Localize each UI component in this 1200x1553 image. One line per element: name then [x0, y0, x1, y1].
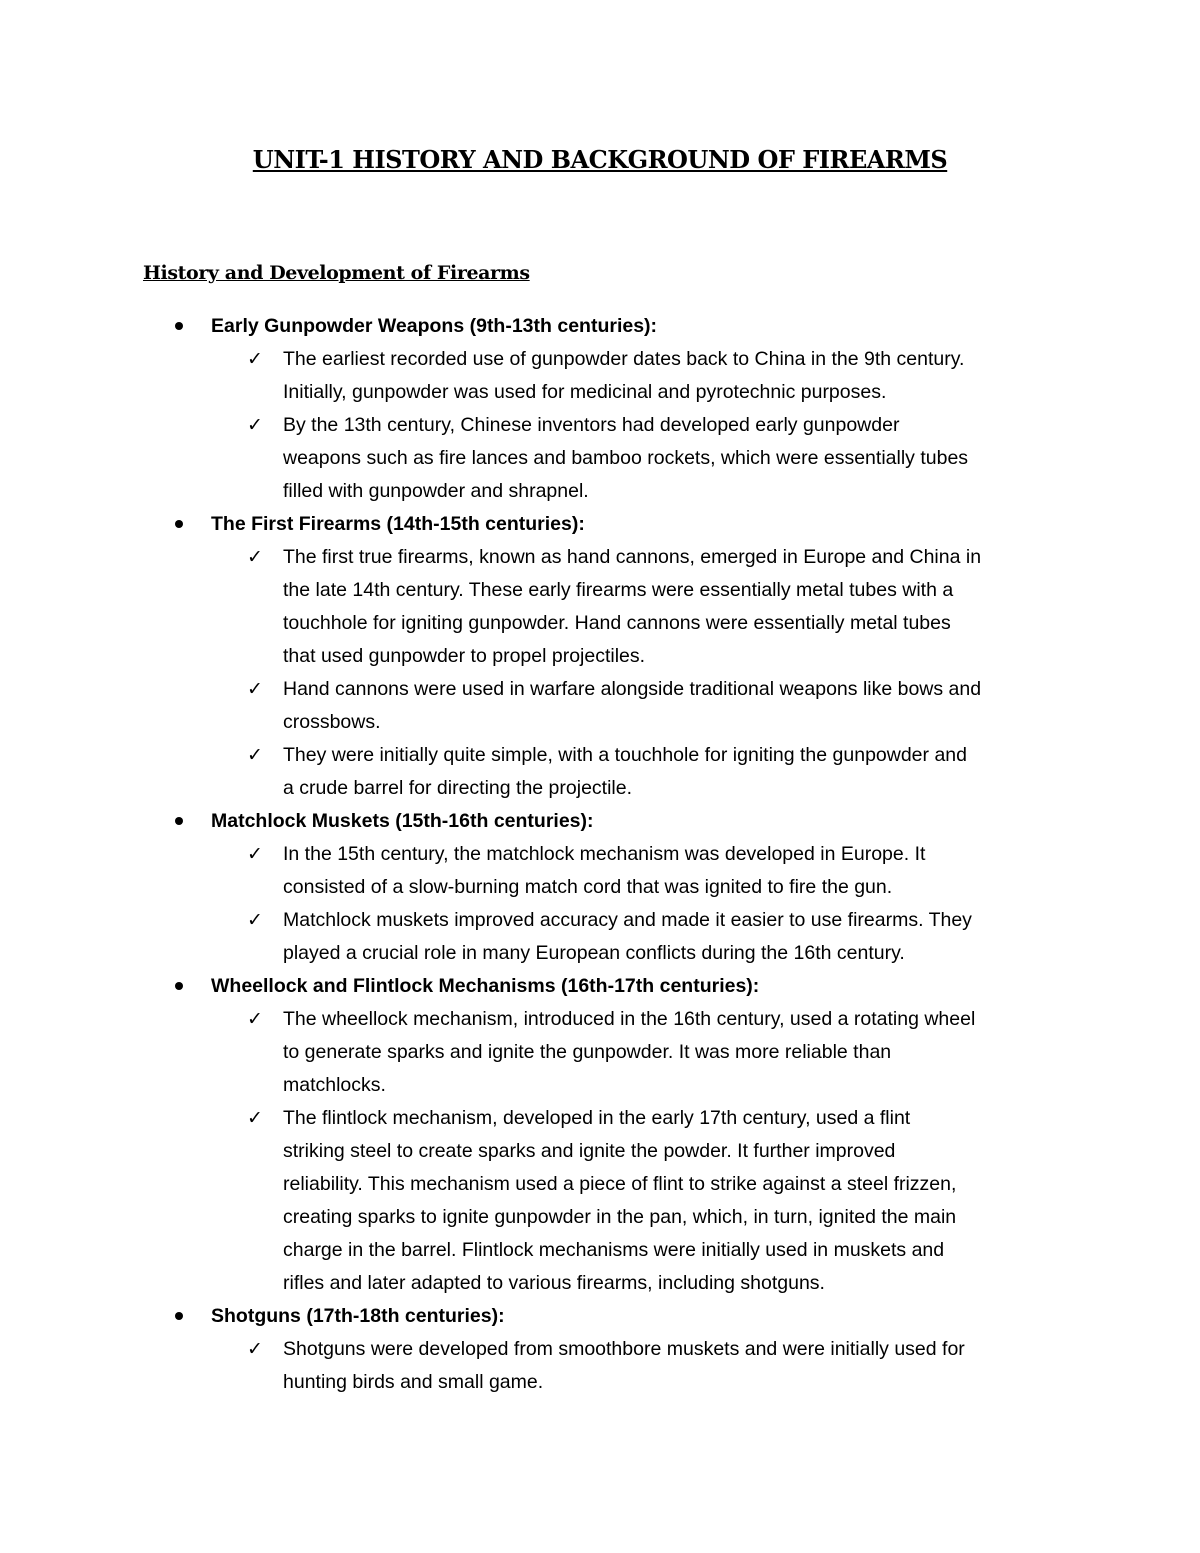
item-line: Initially, gunpowder was used for medicinal and pyrotechnic purposes. [283, 381, 887, 403]
list-item [0, 343, 1063, 409]
item-line: Hand cannons were used in warfare alongside traditional weapons like bows and [283, 678, 982, 700]
list-section [0, 1300, 1200, 1399]
bullet-icon [175, 322, 183, 330]
check-icon: ✓ [247, 909, 263, 931]
item-line: By the 13th century, Chinese inventors had developed early gunpowder [283, 414, 900, 436]
item-line: crossbows. [283, 711, 381, 733]
list-item [0, 838, 1063, 904]
check-icon: ✓ [247, 348, 263, 370]
item-line: touchhole for igniting gunpowder. Hand cannons were essentially metal tubes [283, 612, 951, 634]
item-line: hunting birds and small game. [283, 1371, 544, 1393]
section-heading [0, 805, 1200, 838]
item-line: the late 14th century. These early firearms were essentially metal tubes with a [283, 579, 954, 601]
item-line: charge in the barrel. Flintlock mechanisms were initially used in muskets and [283, 1239, 945, 1261]
item-line: reliability. This mechanism used a piece of flint to strike against a steel frizzen, [283, 1173, 957, 1195]
check-icon: ✓ [247, 843, 263, 865]
item-line: In the 15th century, the matchlock mechanism was developed in Europe. It [283, 843, 926, 865]
section-title: History and Development of Firearms [143, 262, 530, 284]
item-line: The wheellock mechanism, introduced in the 16th century, used a rotating wheel [283, 1008, 976, 1030]
item-line: that used gunpowder to propel projectiles. [283, 645, 646, 667]
list-section [0, 805, 1200, 970]
bullet-list [0, 310, 1200, 1399]
item-line: rifles and later adapted to various firearms, including shotguns. [283, 1272, 825, 1294]
item-line: consisted of a slow-burning match cord that was ignited to fire the gun. [283, 876, 893, 898]
item-line: matchlocks. [283, 1074, 386, 1096]
list-section [0, 508, 1200, 805]
bullet-icon [175, 1312, 183, 1320]
item-line: The first true firearms, known as hand cannons, emerged in Europe and China in [283, 546, 982, 568]
item-line: creating sparks to ignite gunpowder in the pan, which, in turn, ignited the main [283, 1206, 957, 1228]
item-line: The flintlock mechanism, developed in the early 17th century, used a flint [283, 1107, 911, 1129]
list-item [0, 541, 1063, 673]
item-line: striking steel to create sparks and ignite the powder. It further improved [283, 1140, 896, 1162]
section-heading-text: Wheellock and Flintlock Mechanisms (16th-17th centuries): [211, 975, 760, 997]
item-line: Shotguns were developed from smoothbore muskets and were initially used for [283, 1338, 965, 1360]
check-icon: ✓ [247, 546, 263, 568]
section-heading [0, 508, 1200, 541]
list-section [0, 310, 1200, 508]
check-icon: ✓ [247, 1107, 263, 1129]
check-icon: ✓ [247, 414, 263, 436]
item-line: weapons such as fire lances and bamboo rockets, which were essentially tubes [283, 447, 969, 469]
list-item [0, 673, 1063, 739]
check-icon: ✓ [247, 1338, 263, 1360]
bullet-icon [175, 520, 183, 528]
list-section [0, 970, 1200, 1300]
list-item [0, 409, 1063, 508]
list-item [0, 1102, 1063, 1300]
section-heading-text: The First Firearms (14th-15th centuries): [211, 513, 585, 535]
item-line: to generate sparks and ignite the gunpowder. It was more reliable than [283, 1041, 892, 1063]
section-heading [0, 1300, 1200, 1333]
bullet-icon [175, 817, 183, 825]
item-line: Matchlock muskets improved accuracy and made it easier to use firearms. They [283, 909, 972, 931]
check-icon: ✓ [247, 1008, 263, 1030]
section-heading-text: Early Gunpowder Weapons (9th-13th centuries): [211, 315, 658, 337]
check-icon: ✓ [247, 678, 263, 700]
section-heading-text: Matchlock Muskets (15th-16th centuries): [211, 810, 594, 832]
section-heading [0, 310, 1200, 343]
list-item [0, 1333, 1063, 1399]
section-heading-text: Shotguns (17th-18th centuries): [211, 1305, 505, 1327]
item-line: played a crucial role in many European conflicts during the 16th century. [283, 942, 905, 964]
list-item [0, 904, 1063, 970]
item-line: filled with gunpowder and shrapnel. [283, 480, 589, 502]
list-item [0, 1003, 1063, 1102]
bullet-icon [175, 982, 183, 990]
check-icon: ✓ [247, 744, 263, 766]
page-title: UNIT-1 HISTORY AND BACKGROUND OF FIREARMS [252, 145, 948, 174]
list-item [0, 739, 1063, 805]
item-line: The earliest recorded use of gunpowder dates back to China in the 9th century. [283, 348, 965, 370]
item-line: They were initially quite simple, with a touchhole for igniting the gunpowder and [283, 744, 967, 766]
item-line: a crude barrel for directing the projectile. [283, 777, 633, 799]
section-heading [0, 970, 1200, 1003]
